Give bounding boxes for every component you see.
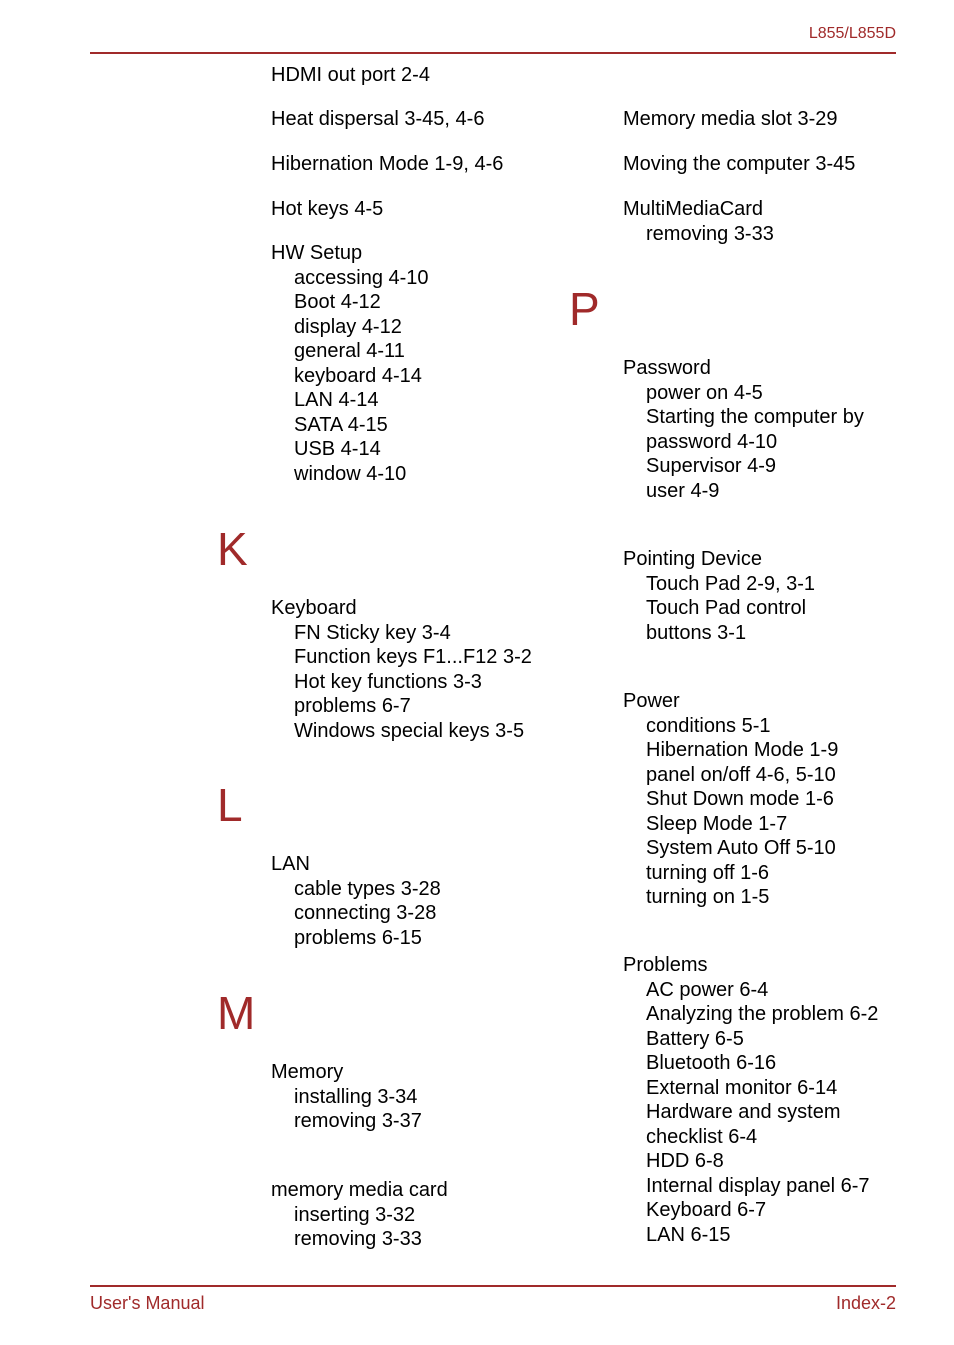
- entry-term: Keyboard: [271, 597, 357, 619]
- entry-term: Memory media slot 3-29: [623, 108, 838, 130]
- index-entry: [271, 241, 429, 486]
- entry-subterm: LAN 4-14: [294, 389, 379, 411]
- entry-term: Hot keys 4-5: [271, 198, 384, 220]
- index-entry: [271, 1178, 448, 1252]
- entry-subterm: External monitor 6-14: [646, 1076, 838, 1099]
- header-rule: [90, 52, 896, 54]
- entry-subterm: HDD 6-8: [646, 1150, 724, 1172]
- entry-subterm: Hot key functions 3-3: [294, 670, 482, 693]
- entry-term: HW Setup: [271, 242, 363, 264]
- entry-subterm: problems 6-15: [294, 926, 422, 949]
- section-letter-p: P: [569, 283, 600, 335]
- entry-subterm: general 4-11: [294, 340, 405, 362]
- entry-subterm: power on 4-5: [646, 381, 763, 404]
- footer-page-number: Index-2: [835, 1293, 896, 1313]
- entry-subterm: AC power 6-4: [646, 978, 769, 1001]
- index-entry: [623, 547, 815, 645]
- entry-term: memory media card: [271, 1179, 448, 1201]
- index-entry: [271, 852, 441, 950]
- section-letter-k: K: [217, 523, 248, 575]
- entry-term: Pointing Device: [623, 548, 762, 570]
- entry-subterm: user 4-9: [646, 479, 720, 502]
- entry-subterm: removing 3-33: [646, 222, 774, 245]
- document-header-title: L855/L855D: [808, 25, 896, 42]
- index-entry: [271, 197, 383, 222]
- entry-term: HDMI out port 2-4: [271, 64, 430, 86]
- footer-manual-title: User's Manual: [90, 1293, 205, 1313]
- entry-subterm: FN Sticky key 3-4: [294, 621, 451, 644]
- index-entry: [271, 63, 430, 88]
- entry-subterm: turning off 1-6: [646, 861, 770, 884]
- entry-subterm: display 4-12: [294, 315, 402, 338]
- entry-subterm: Analyzing the problem 6-2: [646, 1003, 879, 1025]
- entry-subterm: accessing 4-10: [294, 266, 429, 289]
- index-entry: [623, 107, 838, 132]
- entry-subterm: Touch Pad 2-9, 3-1: [646, 572, 815, 595]
- entry-subterm: USB 4-14: [294, 438, 381, 460]
- entry-subterm: inserting 3-32: [294, 1203, 416, 1226]
- index-entry: [623, 356, 864, 503]
- entry-subterm: SATA 4-15: [294, 413, 388, 436]
- entry-subterm: installing 3-34: [294, 1085, 418, 1108]
- entry-subterm: removing 3-37: [294, 1110, 422, 1132]
- entry-subterm: Shut Down mode 1-6: [646, 788, 834, 810]
- section-letter-l: L: [217, 779, 243, 831]
- section-letter-m: M: [217, 987, 256, 1039]
- entry-subterm: connecting 3-28: [294, 902, 437, 924]
- index-entry: [623, 689, 838, 910]
- entry-subterm: Touch Pad control: [646, 597, 807, 619]
- entry-subterm: problems 6-7: [294, 695, 411, 717]
- entry-subterm: Bluetooth 6-16: [646, 1052, 777, 1074]
- entry-subterm: removing 3-33: [294, 1228, 422, 1250]
- entry-term: Moving the computer 3-45: [623, 153, 856, 175]
- entry-subterm: Function keys F1...F12 3-2: [294, 646, 532, 668]
- entry-term: Power: [623, 690, 680, 712]
- entry-subterm: window 4-10: [294, 462, 407, 485]
- entry-term: Problems: [623, 954, 708, 976]
- index-entry: [623, 197, 774, 246]
- entry-subterm: checklist 6-4: [646, 1125, 758, 1148]
- index-entry: [271, 107, 484, 132]
- entry-term: LAN: [271, 853, 310, 875]
- entry-subterm: Hardware and system: [646, 1101, 841, 1123]
- entry-term: Heat dispersal 3-45, 4-6: [271, 108, 485, 130]
- entry-subterm: panel on/off 4-6, 5-10: [646, 763, 836, 786]
- entry-subterm: Battery 6-5: [646, 1027, 744, 1050]
- index-entry: [271, 1060, 422, 1134]
- entry-term: Password: [623, 357, 711, 379]
- entry-subterm: Starting the computer by: [646, 406, 864, 428]
- footer-rule: [90, 1285, 896, 1287]
- entry-subterm: cable types 3-28: [294, 877, 441, 900]
- index-entry: [623, 953, 878, 1247]
- entry-subterm: buttons 3-1: [646, 621, 747, 644]
- entry-subterm: Internal display panel 6-7: [646, 1174, 870, 1197]
- entry-term: Memory: [271, 1061, 344, 1083]
- entry-subterm: conditions 5-1: [646, 714, 771, 737]
- index-entry: [271, 596, 532, 743]
- entry-subterm: Sleep Mode 1-7: [646, 812, 788, 835]
- entry-term: Hibernation Mode 1-9, 4-6: [271, 153, 504, 175]
- index-entry: [623, 152, 855, 177]
- entry-term: MultiMediaCard: [623, 198, 764, 220]
- entry-subterm: LAN 6-15: [646, 1223, 731, 1246]
- entry-subterm: Keyboard 6-7: [646, 1199, 767, 1221]
- entry-subterm: password 4-10: [646, 430, 778, 453]
- entry-subterm: Hibernation Mode 1-9: [646, 739, 839, 761]
- entry-subterm: Boot 4-12: [294, 291, 381, 313]
- entry-subterm: turning on 1-5: [646, 886, 770, 908]
- index-entry: [271, 152, 503, 177]
- entry-subterm: Supervisor 4-9: [646, 455, 777, 477]
- entry-subterm: Windows special keys 3-5: [294, 719, 525, 742]
- entry-subterm: keyboard 4-14: [294, 364, 422, 387]
- entry-subterm: System Auto Off 5-10: [646, 837, 836, 859]
